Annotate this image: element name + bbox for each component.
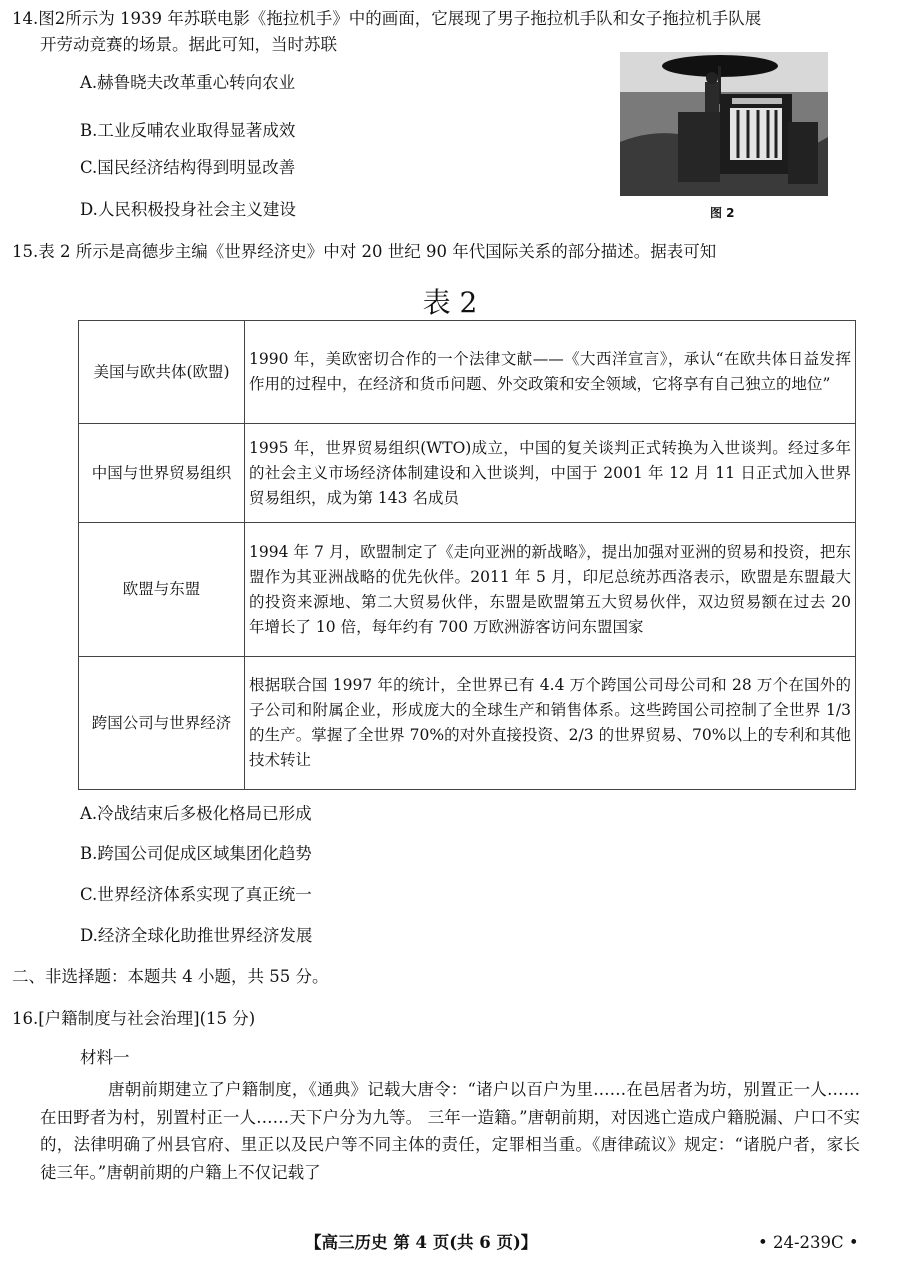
section-heading: 二、非选择题：本题共 4 小题，共 55 分。 [12, 967, 329, 986]
footer-page-info: 【高三历史 第 4 页(共 6 页)】 [305, 1233, 538, 1252]
row-key: 中国与世界贸易组织 [79, 424, 245, 523]
q15-option-d: D.经济全球化助推世界经济发展 [80, 926, 313, 945]
q14-stem-line1: 14.图2所示为 1939 年苏联电影《拖拉机手》中的画面，它展现了男子拖拉机手队和女子拖拉机手队展 [12, 9, 762, 28]
row-value: 1995 年，世界贸易组织(WTO)成立，中国的复关谈判正式转换为入世谈判。经过多年的社会主义市场经济体制建设和入世谈判，中国于 2001 年 12 月 11 日正式加入世界贸易组织，成为第 143 名成员 [245, 424, 856, 523]
table-row [79, 321, 856, 424]
q14-option-b: B.工业反哺农业取得显著成效 [80, 121, 296, 140]
q15-stem: 15.表 2 所示是高德步主编《世界经济史》中对 20 世纪 90 年代国际关系的部分描述。据表可知 [12, 242, 717, 261]
q14-stem-line2: 开劳动竞赛的场景。据此可知，当时苏联 [40, 35, 337, 54]
row-value: 根据联合国 1997 年的统计，全世界已有 4.4 万个跨国公司母公司和 28 万个在国外的子公司和附属企业，形成庞大的全球生产和销售体系。这些跨国公司控制了全世界 1/3 的生产。掌握了全世界 70%的对外直接投资、2/3 的世界贸易、70%以上的专利和其他技术转让 [245, 657, 856, 790]
q14-option-a: A.赫鲁晓夫改革重心转向农业 [80, 73, 296, 92]
footer-code: • 24-239C • [758, 1233, 859, 1252]
q15-option-a: A.冷战结束后多极化格局已形成 [80, 804, 312, 823]
table-row [79, 523, 856, 657]
row-key: 欧盟与东盟 [79, 523, 245, 657]
row-key: 跨国公司与世界经济 [79, 657, 245, 790]
tractor-photo [620, 52, 828, 196]
q15-option-b: B.跨国公司促成区域集团化趋势 [80, 844, 312, 863]
row-key: 美国与欧共体(欧盟) [79, 321, 245, 424]
q14-option-d: D.人民积极投身社会主义建设 [80, 200, 296, 219]
material-paragraph: 唐朝前期建立了户籍制度，《通典》记载大唐令：“诸户以百户为里……在邑居者为坊，别置正一人……在田野者为村，别置村正一人……天下户分为九等。 三年一造籍。”唐朝前期，对因逃亡造成户籍脱漏、户口不实的，法律明确了州县官府、里正以及民户等不同主体的责任，定罪相当重。《唐律疏议》规定：“诸脱户者，家长徒三年。”唐朝前期的户籍上不仅记载了 [40, 1080, 860, 1182]
table-2 [78, 320, 856, 790]
q14-option-c: C.国民经济结构得到明显改善 [80, 158, 296, 177]
table-row [79, 424, 856, 523]
table-title: 表 2 [422, 286, 478, 319]
row-value: 1994 年 7 月，欧盟制定了《走向亚洲的新战略》，提出加强对亚洲的贸易和投资，把东盟作为其亚洲战略的优先伙伴。2011 年 5 月，印尼总统苏西洛表示，欧盟是东盟最大的投资来源地、第二大贸易伙伴，东盟是欧盟第五大贸易伙伴，双边贸易额在过去 20 年增长了 10 倍，每年约有 700 万欧洲游客访问东盟国家 [245, 523, 856, 657]
table-row [79, 657, 856, 790]
q16-title: 16.[户籍制度与社会治理](15 分) [12, 1009, 256, 1028]
figure-caption: 图 2 [710, 206, 735, 220]
row-value: 1990 年，美欧密切合作的一个法律文献——《大西洋宣言》，承认“在欧共体日益发挥作用的过程中，在经济和货币问题、外交政策和安全领域，它将享有自己独立的地位” [245, 321, 856, 424]
q15-option-c: C.世界经济体系实现了真正统一 [80, 885, 312, 904]
material-label: 材料一 [80, 1048, 130, 1067]
